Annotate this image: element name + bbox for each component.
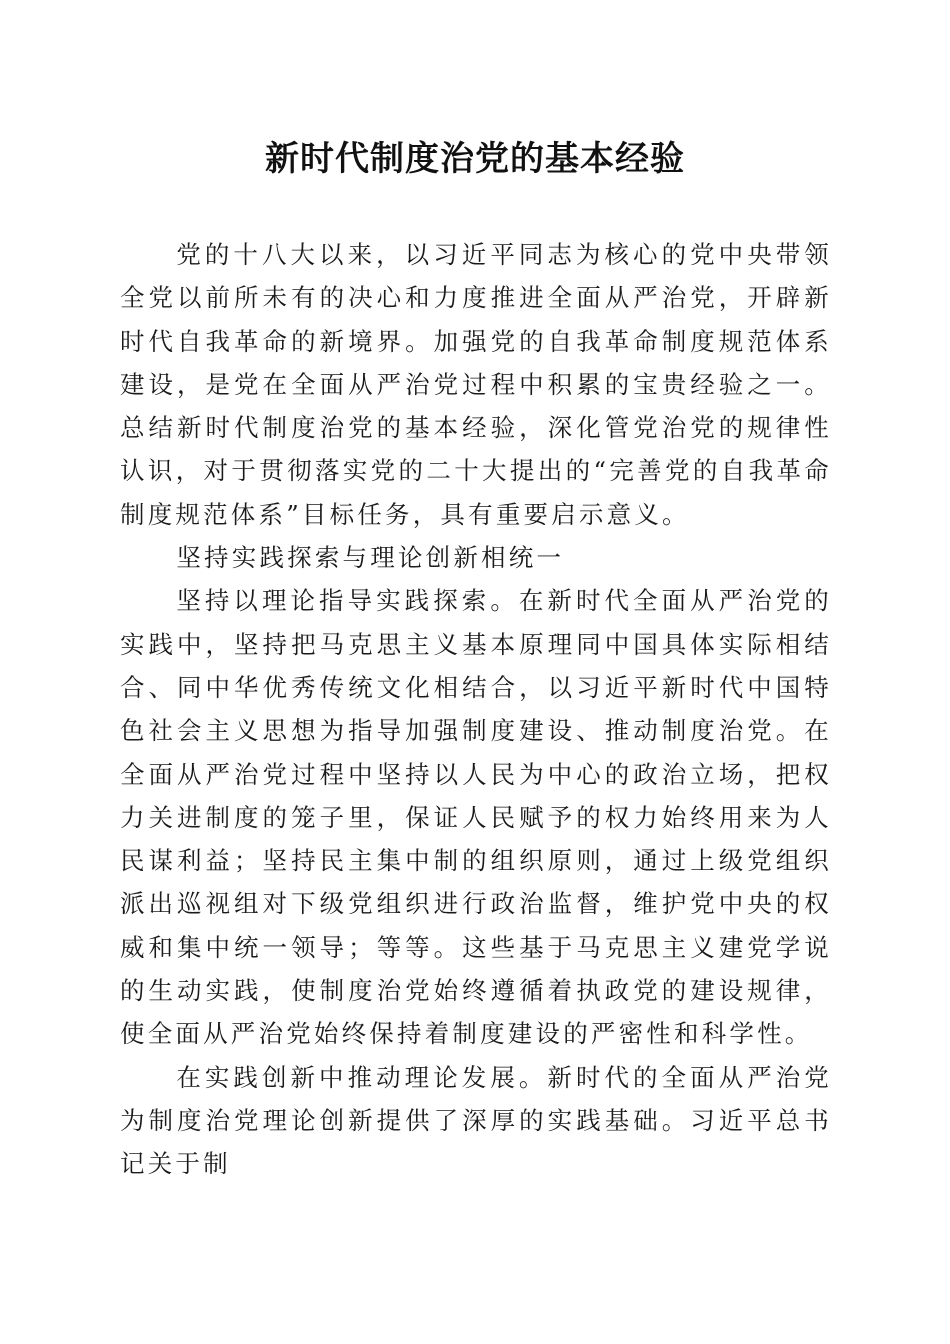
paragraph-practice-drives-theory: 在实践创新中推动理论发展。新时代的全面从严治党为制度治党理论创新提供了深厚的实践基础。习近平总书记关于制 <box>120 1062 832 1179</box>
paragraph-theory-guides-practice: 坚持以理论指导实践探索。在新时代全面从严治党的实践中，坚持把马克思主义基本原理同中国具体实际相结合、同中华优秀传统文化相结合，以习近平新时代中国特色社会主义思想为指导加强制度建设、推动制度治党。在全面从严治党过程中坚持以人民为中心的政治立场，把权力关进制度的笼子里，保证人民赋予的权力始终用来为人民谋利益；坚持民主集中制的组织原则，通过上级党组织派出巡视组对下级党组织进行政治监督，维护党中央的权威和集中统一领导；等等。这些基于马克思主义建党学说的生动实践，使制度治党始终遵循着执政党的建设规律，使全面从严治党始终保持着制度建设的严密性和科学性。 <box>120 586 832 1049</box>
document-body <box>120 233 832 1186</box>
page-title: 新时代制度治党的基本经验 <box>265 139 685 179</box>
paragraph-intro: 党的十八大以来，以习近平同志为核心的党中央带领全党以前所未有的决心和力度推进全面从严治党，开辟新时代自我革命的新境界。加强党的自我革命制度规范体系建设，是党在全面从严治党过程中积累的宝贵经验之一。总结新时代制度治党的基本经验，深化管党治党的规律性认识，对于贯彻落实党的二十大提出的“完善党的自我革命制度规范体系”目标任务，具有重要启示意义。 <box>120 240 832 529</box>
section-heading: 坚持实践探索与理论创新相统一 <box>176 543 565 573</box>
